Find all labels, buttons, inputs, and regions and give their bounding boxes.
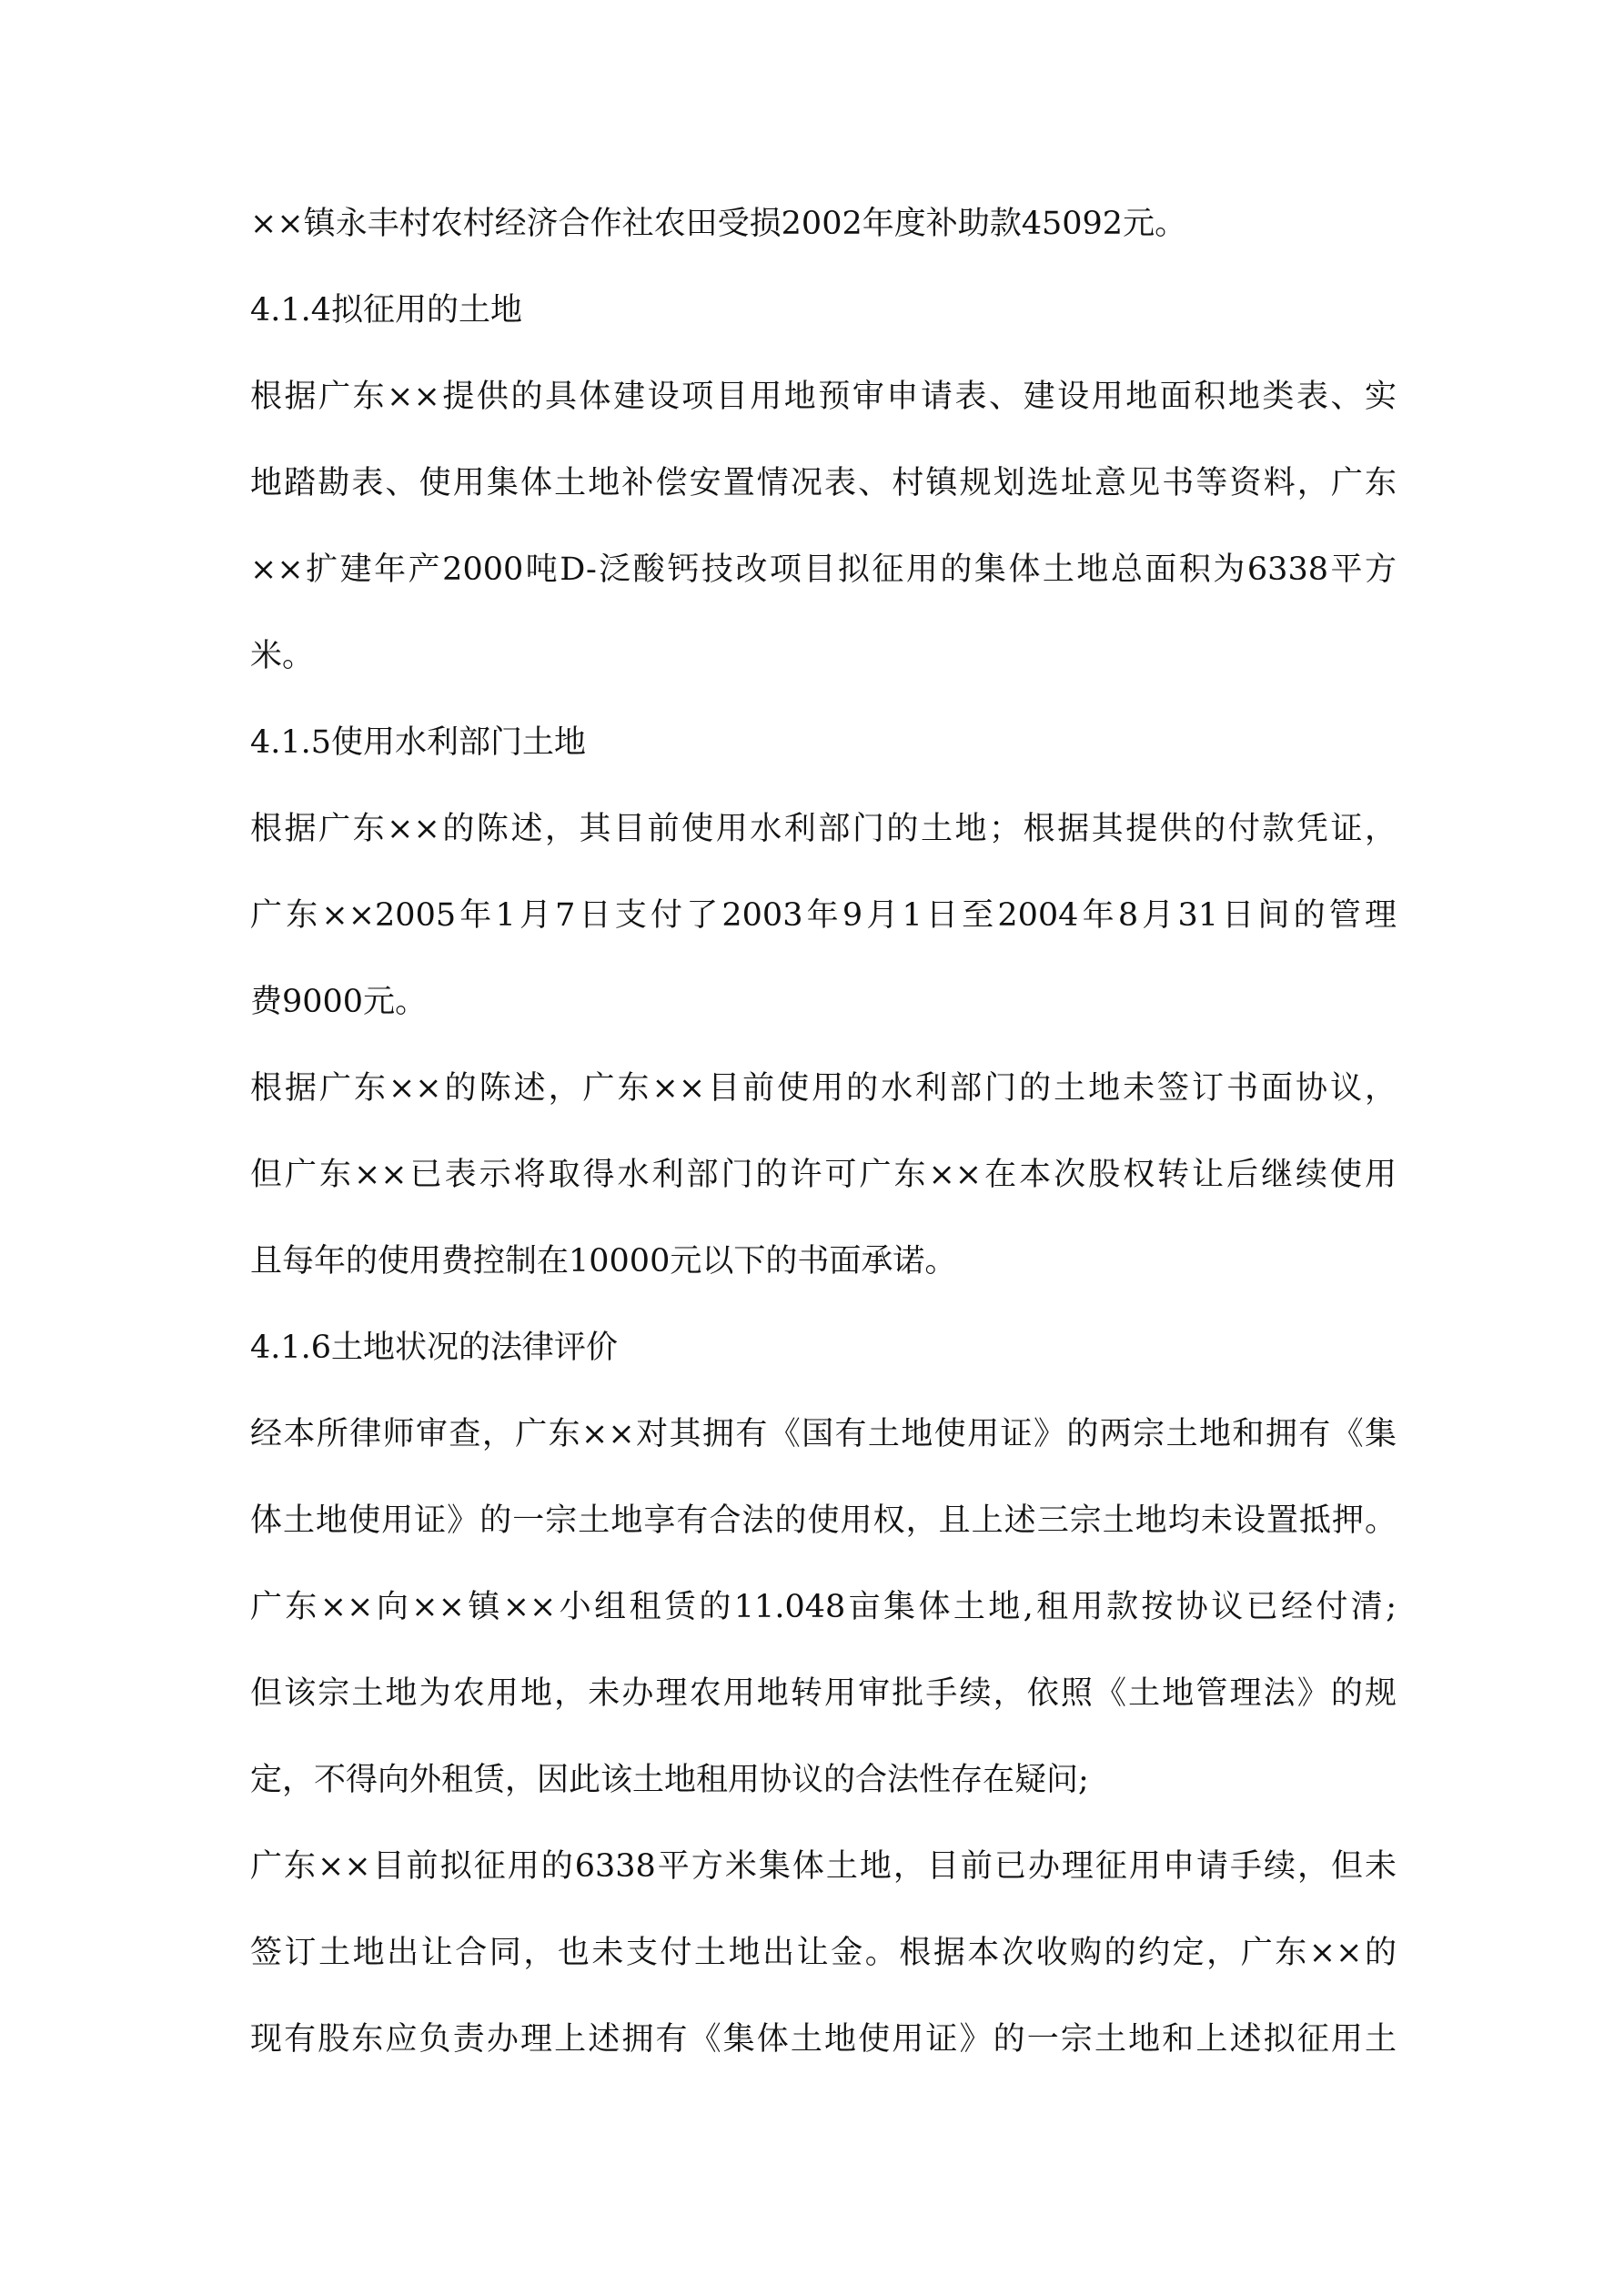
text-line: 定，不得向外租赁，因此该土地租用协议的合法性存在疑问; bbox=[250, 1762, 1089, 1798]
text-line: 体土地使用证》的一宗土地享有合法的使用权，且上述三宗土地均未设置抵押。 bbox=[250, 1502, 1397, 1539]
text-line: 地踏勘表、使用集体土地补偿安置情况表、村镇规划选址意见书等资料，广东 bbox=[250, 465, 1397, 501]
text-line: 但广东××已表示将取得水利部门的许可广东××在本次股权转让后继续使用 bbox=[250, 1157, 1397, 1193]
text-line: ××扩建年产2000吨D-泛酸钙技改项目拟征用的集体土地总面积为6338平方 bbox=[250, 551, 1397, 588]
text-line: 根据广东××提供的具体建设项目用地预审申请表、建设用地面积地类表、实 bbox=[250, 379, 1397, 415]
document-body bbox=[250, 202, 1397, 2104]
text-line: 但该宗土地为农用地，未办理农用地转用审批手续，依照《土地管理法》的规 bbox=[250, 1675, 1397, 1712]
section-heading-4-1-4: 4.1.4拟征用的土地 bbox=[250, 292, 523, 329]
text-line: 签订土地出让合同，也未支付土地出让金。根据本次收购的约定，广东××的 bbox=[250, 1935, 1397, 1971]
text-line: 根据广东××的陈述，广东××目前使用的水利部门的土地未签订书面协议， bbox=[250, 1070, 1397, 1107]
text-line: 现有股东应负责办理上述拥有《集体土地使用证》的一宗土地和上述拟征用土 bbox=[250, 2021, 1397, 2058]
text-line: 费9000元。 bbox=[250, 984, 428, 1020]
section-heading-4-1-5: 4.1.5使用水利部门土地 bbox=[250, 724, 587, 761]
text-line: 根据广东××的陈述，其目前使用水利部门的土地；根据其提供的付款凭证， bbox=[250, 811, 1397, 847]
text-line: 且每年的使用费控制在10000元以下的书面承诺。 bbox=[250, 1243, 957, 1279]
text-line: ××镇永丰村农村经济合作社农田受损2002年度补助款45092元。 bbox=[250, 206, 1187, 242]
section-heading-4-1-6: 4.1.6土地状况的法律评价 bbox=[250, 1330, 619, 1366]
text-line: 经本所律师审查，广东××对其拥有《国有土地使用证》的两宗土地和拥有《集 bbox=[250, 1416, 1397, 1452]
text-line: 广东××目前拟征用的6338平方米集体土地，目前已办理征用申请手续，但未 bbox=[250, 1848, 1397, 1885]
text-line: 广东××向××镇××小组租赁的11.048亩集体土地,租用款按协议已经付清; bbox=[250, 1589, 1397, 1625]
text-line: 广东××2005年1月7日支付了2003年9月1日至2004年8月31日间的管理 bbox=[250, 897, 1397, 934]
text-line: 米。 bbox=[250, 638, 315, 674]
